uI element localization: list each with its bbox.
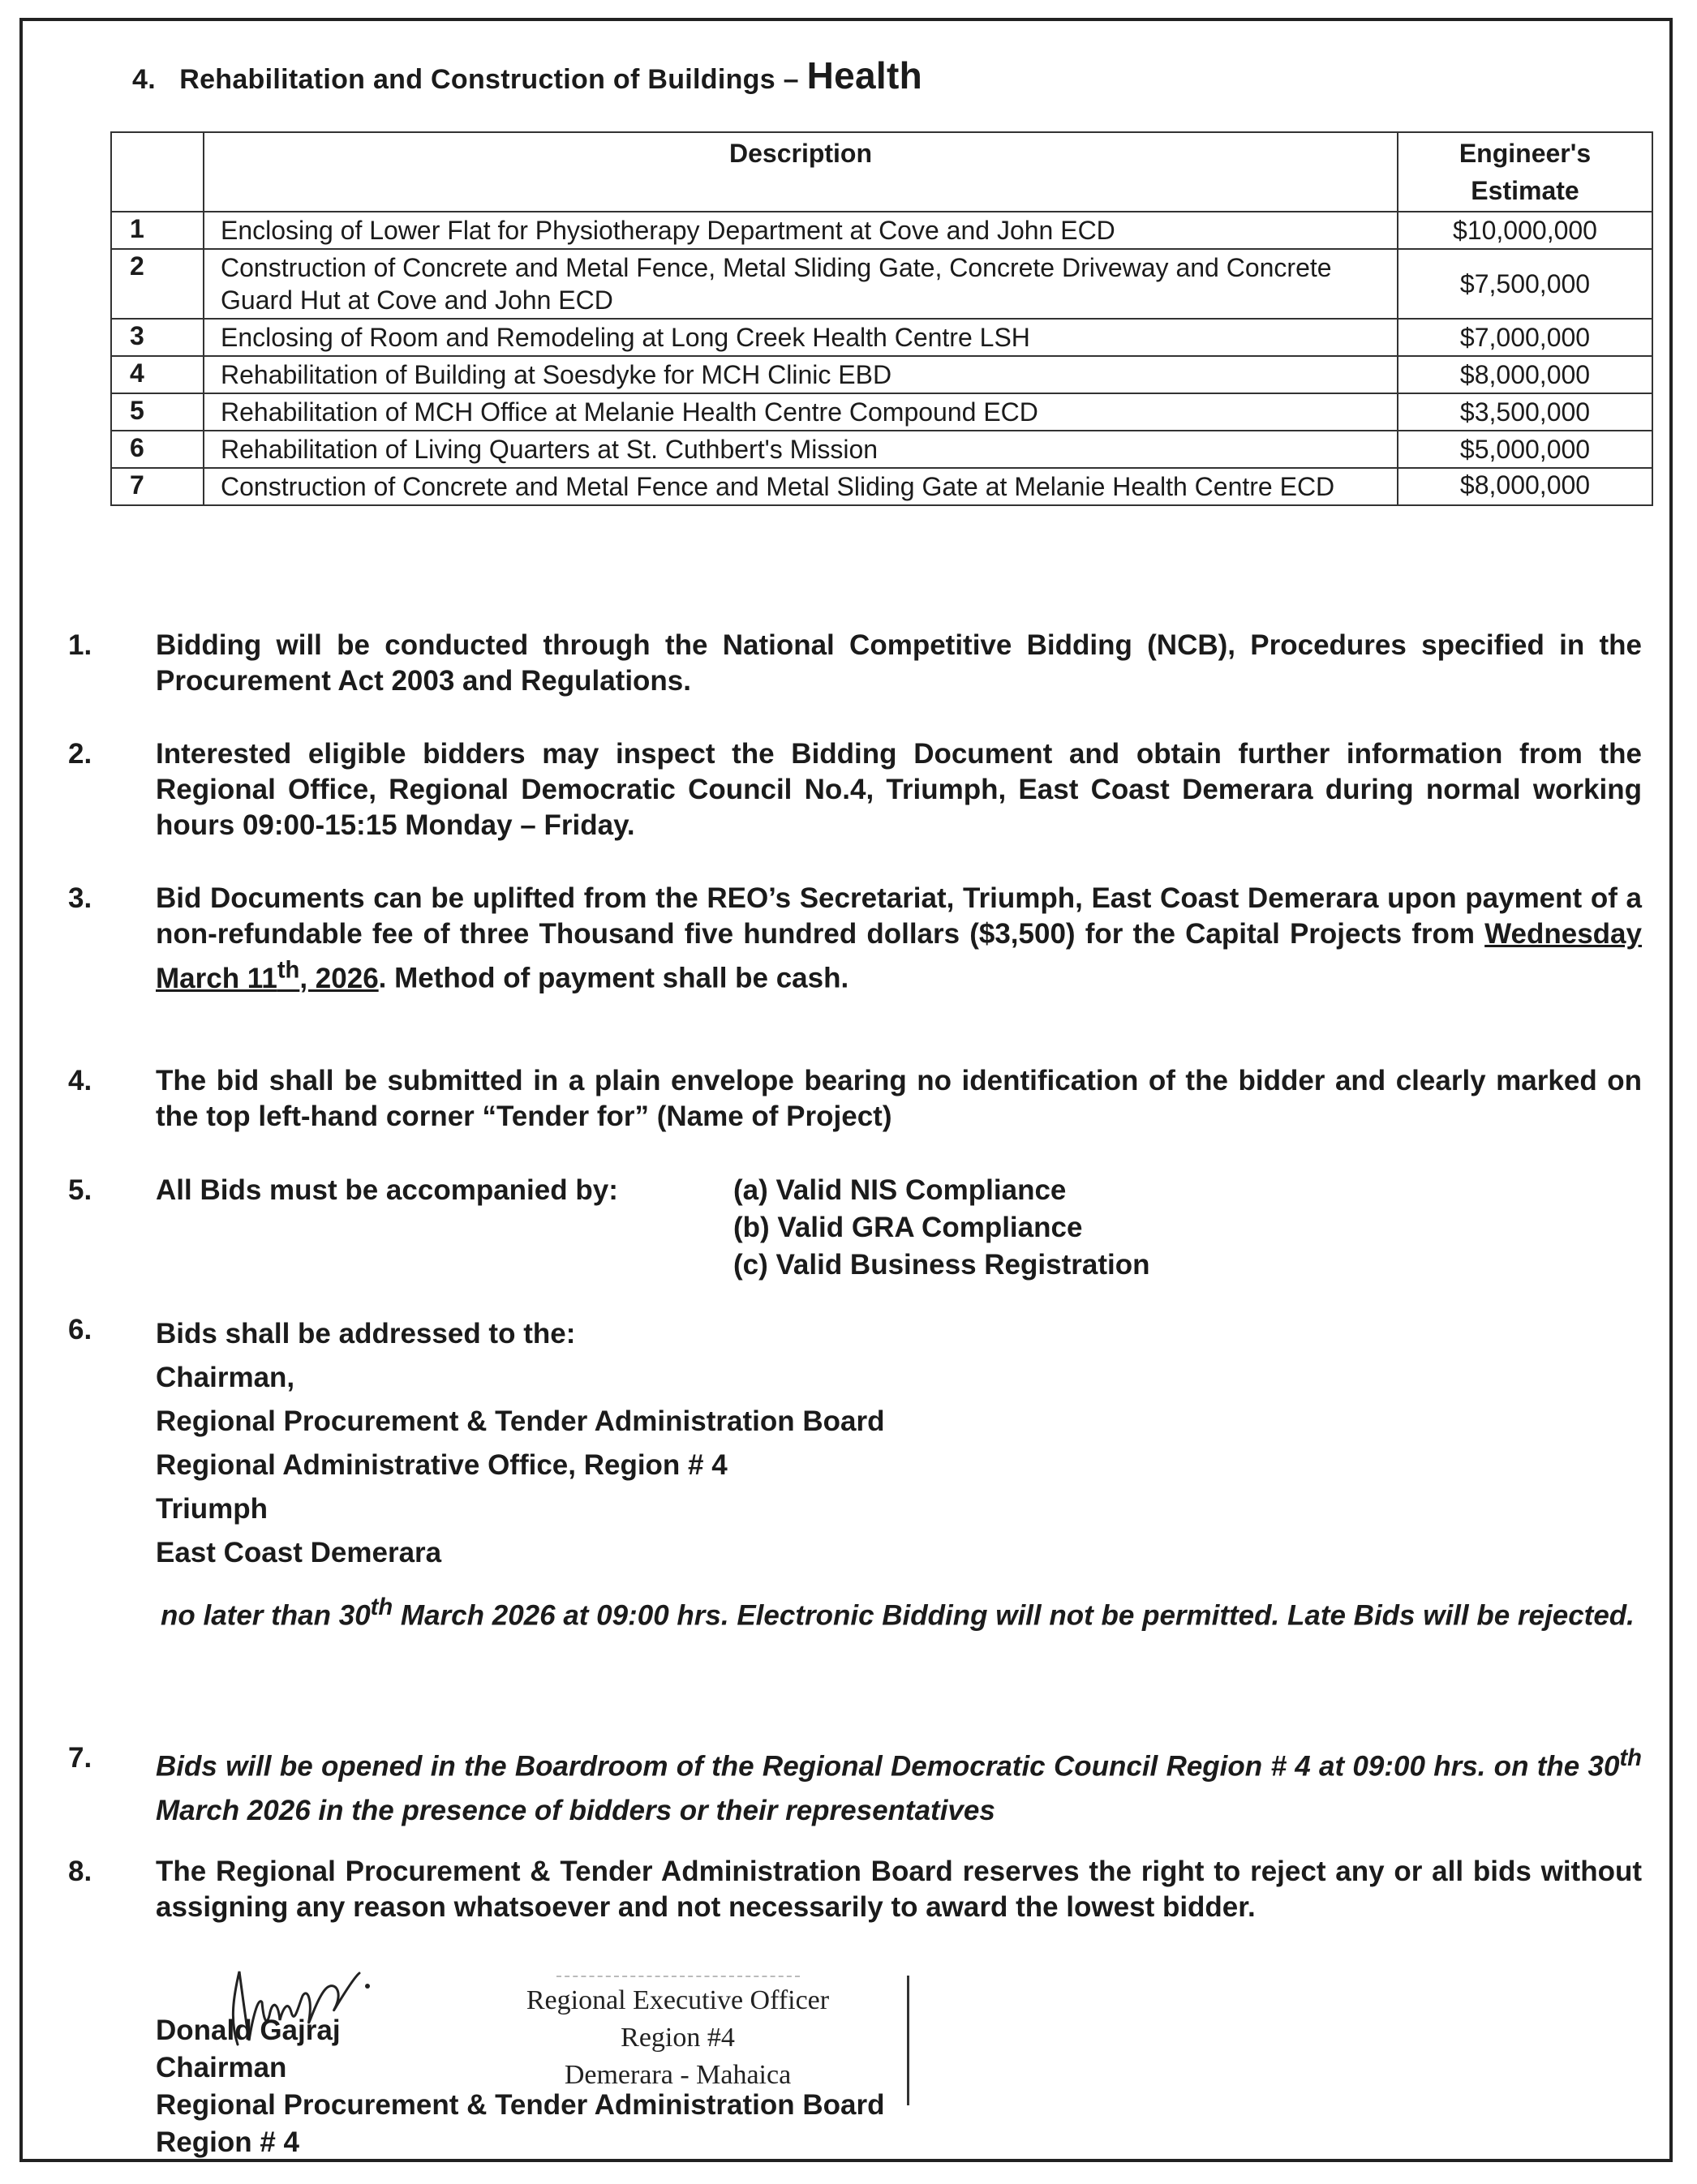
item-number: 6. [68, 1314, 92, 1345]
table-row [111, 249, 1652, 319]
row-amount: $8,000,000 [1398, 356, 1652, 393]
item-3-text-a: Bid Documents can be uplifted from the REO’s Secretariat, Triumph, East Coast Demerara upon payment of a non-refundable fee of three Thousand five hundred dollars ($3,500) for the Capital Projects from [156, 882, 1642, 950]
table-row [111, 356, 1652, 393]
estimate-header-line1: Engineer's [1459, 139, 1592, 168]
item-7-text-a: Bids will be opened in the Boardroom of the Regional Democratic Council Region # 4 at 09:00 hrs. on the 30 [156, 1750, 1620, 1783]
condition-item-7 [68, 1736, 1642, 1833]
address-line-3: Regional Administrative Office, Region # 4 [156, 1449, 728, 1481]
signature-block [156, 2012, 884, 2161]
item-number: 8. [68, 1856, 92, 1887]
row-description: Enclosing of Lower Flat for Physiotherapy Department at Cove and John ECD [204, 212, 1398, 249]
engineers-estimate-table [110, 131, 1653, 506]
table-header-estimate [1398, 132, 1652, 212]
condition-item-5 [68, 1173, 1642, 1281]
table-header-row [111, 132, 1652, 212]
row-number: 3 [111, 319, 204, 356]
item-number: 7. [68, 1742, 92, 1774]
item-text: The bid shall be submitted in a plain envelope bearing no identification of the bidder and clearly marked on the top left-hand corner “Tender for” (Name of Project) [156, 1065, 1642, 1132]
item-text [156, 1173, 1642, 1208]
address-line-2: Regional Procurement & Tender Administration Board [156, 1405, 885, 1437]
item-number: 1. [68, 629, 92, 661]
table-header-description: Description [204, 132, 1398, 212]
item-5-lead: All Bids must be accompanied by: [156, 1174, 618, 1206]
gra-compliance: (b) Valid GRA Compliance [733, 1212, 1083, 1243]
table-row [111, 212, 1652, 249]
condition-item-3 [68, 881, 1642, 997]
estimate-header-line2: Estimate [1471, 176, 1579, 205]
table-row [111, 319, 1652, 356]
signatory-region: Region # 4 [156, 2126, 299, 2158]
uplift-date-main: Wednesday March 11 [156, 918, 1642, 994]
item-7-text-b: March 2026 in the presence of bidders or their representatives [156, 1794, 995, 1826]
condition-item-4 [68, 1063, 1642, 1135]
item-text [156, 881, 1642, 997]
deadline-suffix: th [370, 1594, 393, 1620]
row-description: Construction of Concrete and Metal Fence and Metal Sliding Gate at Melanie Health Centre ECD [204, 468, 1398, 505]
section-title-text: Rehabilitation and Construction of Buildings – [179, 64, 807, 95]
item-text: Bidding will be conducted through the National Competitive Bidding (NCB), Procedures specified in the Procurement Act 2003 and Regulations. [156, 629, 1642, 697]
submission-deadline [156, 1590, 1642, 1634]
row-description: Enclosing of Room and Remodeling at Long Creek Health Centre LSH [204, 319, 1398, 356]
item-number: 4. [68, 1065, 92, 1096]
item-6-lead: Bids shall be addressed to the: [156, 1318, 576, 1349]
stamp-line-2: Region #4 [621, 2023, 735, 2053]
row-number: 4 [111, 356, 204, 393]
row-description: Rehabilitation of Building at Soesdyke for MCH Clinic EBD [204, 356, 1398, 393]
row-number: 7 [111, 468, 204, 505]
condition-item-2 [68, 736, 1642, 843]
condition-item-1 [68, 628, 1642, 699]
row-number: 6 [111, 431, 204, 468]
stamp-line-1: Regional Executive Officer [526, 1985, 830, 2015]
table-row [111, 393, 1652, 431]
row-description: Construction of Concrete and Metal Fence, Metal Sliding Gate, Concrete Driveway and Concrete Guard Hut at Cove and John ECD [204, 249, 1398, 319]
table-row [111, 431, 1652, 468]
signatory-name: Donald Gajraj [156, 2015, 341, 2046]
row-number: 2 [111, 249, 204, 319]
uplift-date-suffix: th [277, 957, 300, 983]
uplift-date-year: , 2026 [299, 962, 379, 994]
nis-compliance: (a) Valid NIS Compliance [733, 1174, 1067, 1206]
item-3-text-b: . Method of payment shall be cash. [378, 962, 849, 994]
signatory-title: Chairman [156, 2052, 287, 2083]
row-amount: $8,000,000 [1398, 468, 1652, 505]
condition-item-6 [68, 1312, 1642, 1634]
tender-notice-page [19, 18, 1673, 2162]
row-number: 1 [111, 212, 204, 249]
row-amount: $7,500,000 [1398, 249, 1652, 319]
deadline-text-a: no later than 30 [161, 1599, 371, 1632]
stamp-line-3: Demerara - Mahaica [564, 2060, 792, 2090]
row-amount: $3,500,000 [1398, 393, 1652, 431]
deadline-text-b: March 2026 at 09:00 hrs. Electronic Bidding will not be permitted. Late Bids will be rejected. [393, 1599, 1635, 1632]
address-line-1: Chairman, [156, 1362, 295, 1393]
item-7-suffix: th [1619, 1745, 1642, 1771]
address-line-5: East Coast Demerara [156, 1537, 442, 1568]
item-number: 3. [68, 882, 92, 914]
section-title [132, 54, 922, 97]
address-line-4: Triumph [156, 1493, 269, 1525]
item-text: Interested eligible bidders may inspect the Bidding Document and obtain further information from the Regional Office, Regional Democratic Council No.4, Triumph, East Coast Demerara during normal working hours 09:00-15:15 Monday – Friday. [156, 738, 1642, 841]
table-header-number [111, 132, 204, 212]
row-description: Rehabilitation of MCH Office at Melanie Health Centre Compound ECD [204, 393, 1398, 431]
row-amount: $5,000,000 [1398, 431, 1652, 468]
section-title-emphasis: Health [806, 54, 923, 97]
section-number: 4. [132, 64, 156, 95]
item-number: 5. [68, 1174, 92, 1206]
row-number: 5 [111, 393, 204, 431]
row-amount: $7,000,000 [1398, 319, 1652, 356]
item-text [156, 1736, 1642, 1833]
item-text: The Regional Procurement & Tender Administration Board reserves the right to reject any or all bids without assigning any reason whatsoever and not necessarily to award the lowest bidder. [156, 1856, 1642, 1923]
row-amount: $10,000,000 [1398, 212, 1652, 249]
business-registration: (c) Valid Business Registration [733, 1249, 1150, 1281]
condition-item-8 [68, 1854, 1642, 1925]
row-description: Rehabilitation of Living Quarters at St. Cuthbert's Mission [204, 431, 1398, 468]
table-row [111, 468, 1652, 505]
stamp-top-border [556, 1976, 800, 1977]
item-number: 2. [68, 738, 92, 770]
signatory-board: Regional Procurement & Tender Administration Board [156, 2089, 885, 2121]
